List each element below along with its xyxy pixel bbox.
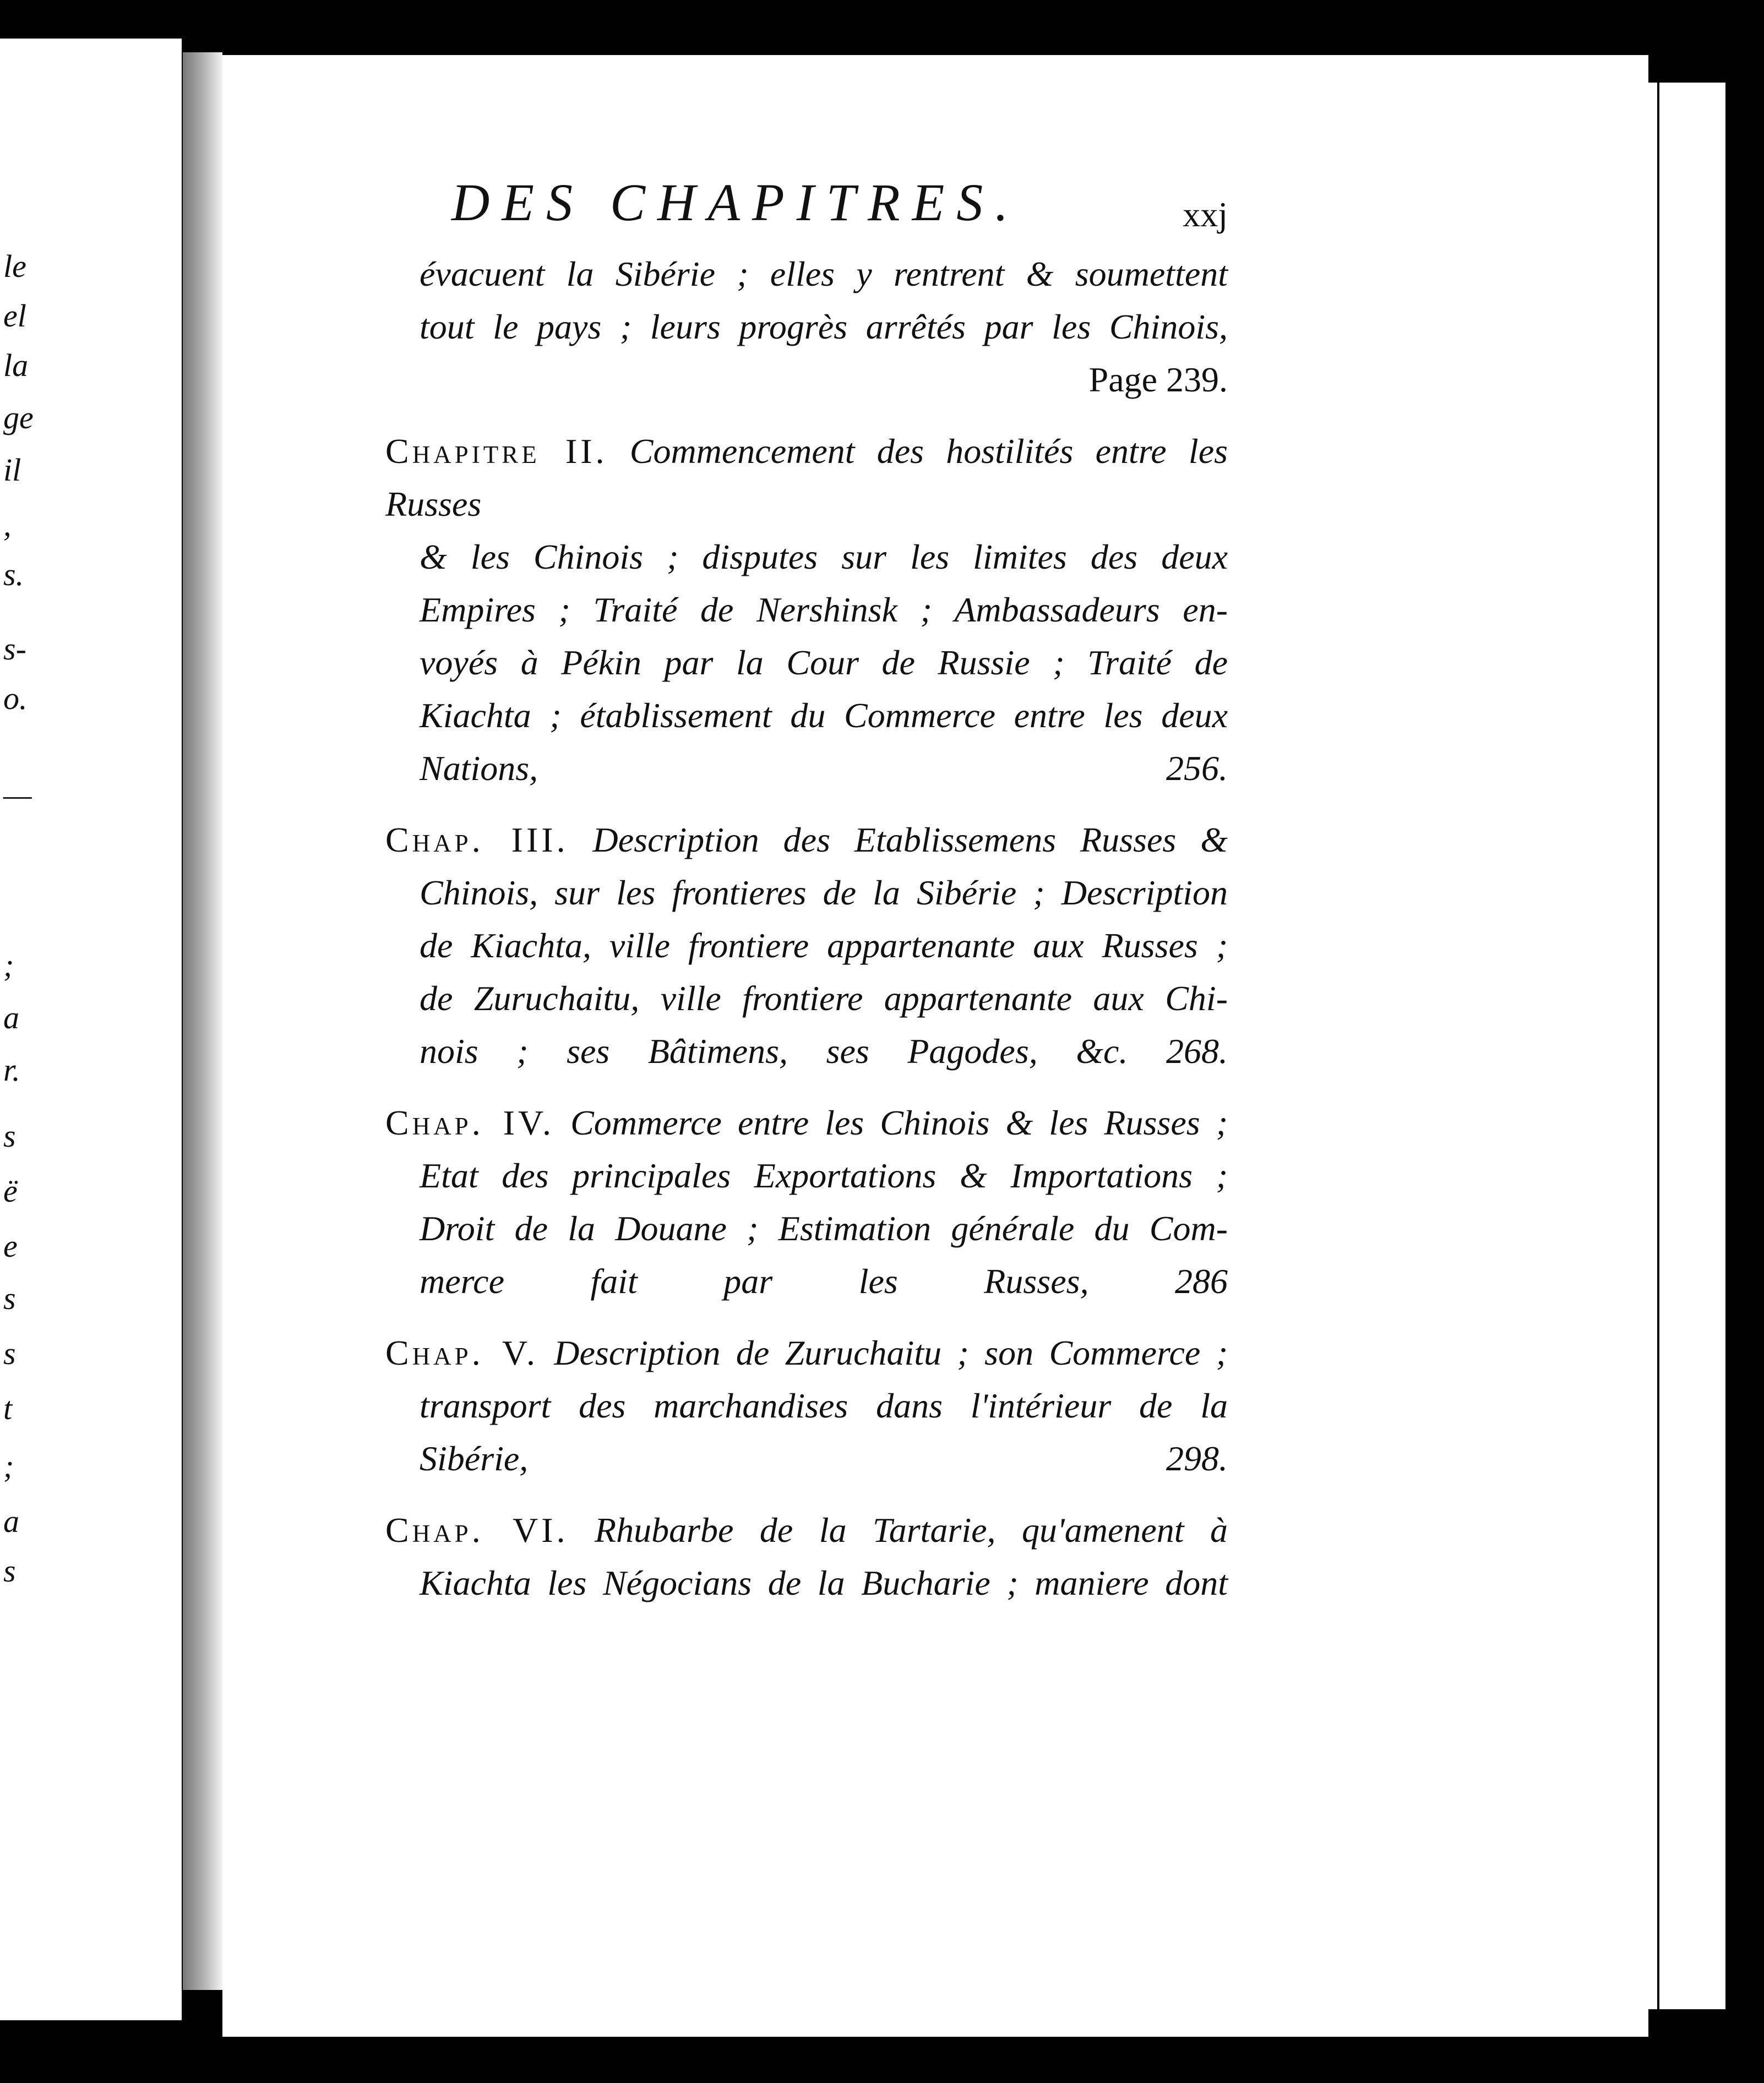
continuation-entry: [385, 248, 1228, 406]
chapter-label: Chap. V.: [385, 1333, 538, 1372]
entry-line-first: [385, 425, 1228, 531]
chapter-label: Chap. IV.: [385, 1103, 555, 1142]
entry-line: Chinois, sur les frontieres de la Sibérie ; Description: [420, 873, 1228, 912]
margin-fragment: el: [3, 298, 26, 334]
entry-line: transport des marchandises dans l'intérieur de la: [420, 1386, 1228, 1425]
margin-fragment: a: [3, 1503, 19, 1539]
page-reference: 286: [1175, 1262, 1228, 1301]
entry-line: & les Chinois ; disputes sur les limites des deux: [420, 537, 1228, 576]
entry-text: Sibérie,: [420, 1439, 529, 1478]
margin-fragment: s: [3, 1335, 16, 1371]
margin-fragment: ;: [3, 1448, 14, 1484]
chapter-label: Chap. III.: [385, 820, 569, 859]
margin-fragment: s.: [3, 557, 24, 592]
entry-line: tout le pays ; leurs progrès arrêtés par les Chinois,: [420, 307, 1228, 346]
entry-line: Etat des principales Exportations & Importations ;: [420, 1156, 1228, 1195]
margin-fragment: —: [3, 777, 32, 813]
page-edges: [1648, 83, 1725, 2009]
margin-fragment: s: [3, 1280, 16, 1316]
margin-fragment: il: [3, 452, 21, 488]
entry-line-last: [385, 1255, 1228, 1308]
entry-line-last: [385, 1432, 1228, 1485]
chapter-entry: [385, 1327, 1228, 1485]
entry-text: nois ; ses Bâtimens, ses Pagodes, &c.: [420, 1032, 1128, 1071]
entry-line: Empires ; Traité de Nershinsk ; Ambassadeurs en-: [420, 590, 1228, 629]
page-reference: 298.: [1166, 1439, 1228, 1478]
margin-fragment: s: [3, 1553, 16, 1589]
chapter-entry: [385, 425, 1228, 795]
chapter-entry: [385, 814, 1228, 1078]
chapter-entry: [385, 1504, 1228, 1610]
margin-fragment: le: [3, 248, 26, 284]
entry-line-first: [385, 1327, 1228, 1379]
entry-line-first: [385, 1097, 1228, 1149]
chapter-label: Chap. VI.: [385, 1511, 569, 1550]
page-edge-line: [1657, 77, 1659, 2009]
entry-line-last: [385, 742, 1228, 795]
entry-text: Description de Zuruchaitu ; son Commerce ;: [554, 1333, 1228, 1372]
book-gutter-shadow: [183, 52, 222, 1990]
entry-line: Kiachta ; établissement du Commerce entre les deux: [420, 696, 1228, 735]
table-of-contents: [385, 173, 1228, 1628]
margin-fragment: r.: [3, 1052, 20, 1088]
margin-fragment: e: [3, 1228, 18, 1264]
margin-fragment: o.: [3, 680, 28, 716]
page-reference: 256.: [1166, 749, 1228, 788]
entry-text: Commerce entre les Chinois & les Russes ;: [570, 1103, 1228, 1142]
entry-line: voyés à Pékin par la Cour de Russie ; Traité de: [420, 643, 1228, 682]
entry-text: Rhubarbe de la Tartarie, qu'amenent à: [595, 1511, 1228, 1550]
chapter-entry: [385, 1097, 1228, 1308]
running-head-title: DES CHAPITRES.: [451, 173, 1021, 232]
margin-fragment: ,: [3, 507, 12, 543]
folio-number: xxj: [1183, 195, 1228, 234]
entry-text: Commencement des hostilités entre les Russes: [385, 432, 1228, 524]
running-head: [385, 173, 1228, 248]
margin-fragment: t: [3, 1391, 13, 1426]
margin-fragment: ë: [3, 1173, 18, 1209]
margin-fragment: s: [3, 1118, 16, 1154]
entry-text: merce fait par les Russes,: [420, 1262, 1089, 1301]
entry-line: Kiachta les Négocians de la Bucharie ; maniere dont: [420, 1563, 1228, 1602]
entry-line: Droit de la Douane ; Estimation générale du Com-: [420, 1209, 1228, 1248]
entry-line-first: [385, 1504, 1228, 1557]
facing-page-fragment: [0, 39, 182, 2020]
entry-line: évacuent la Sibérie ; elles y rentrent & soumettent: [420, 254, 1228, 293]
entry-text: Nations,: [420, 749, 538, 788]
entry-line: de Kiachta, ville frontiere appartenante aux Russes ;: [420, 926, 1228, 965]
entry-line: de Zuruchaitu, ville frontiere appartenante aux Chi-: [420, 979, 1228, 1018]
margin-fragment: ;: [3, 947, 14, 983]
page-reference: 268.: [1166, 1032, 1228, 1071]
entry-text: Description des Etablissemens Russes &: [592, 820, 1228, 859]
entry-line-first: [385, 814, 1228, 866]
margin-fragment: s-: [3, 631, 26, 667]
chapter-label: Chapitre II.: [385, 432, 608, 471]
entry-line-last: [385, 1025, 1228, 1078]
margin-fragment: ge: [3, 400, 34, 435]
margin-fragment: la: [3, 347, 29, 383]
page-reference: Page 239.: [1088, 360, 1228, 399]
margin-fragment: a: [3, 1000, 19, 1035]
